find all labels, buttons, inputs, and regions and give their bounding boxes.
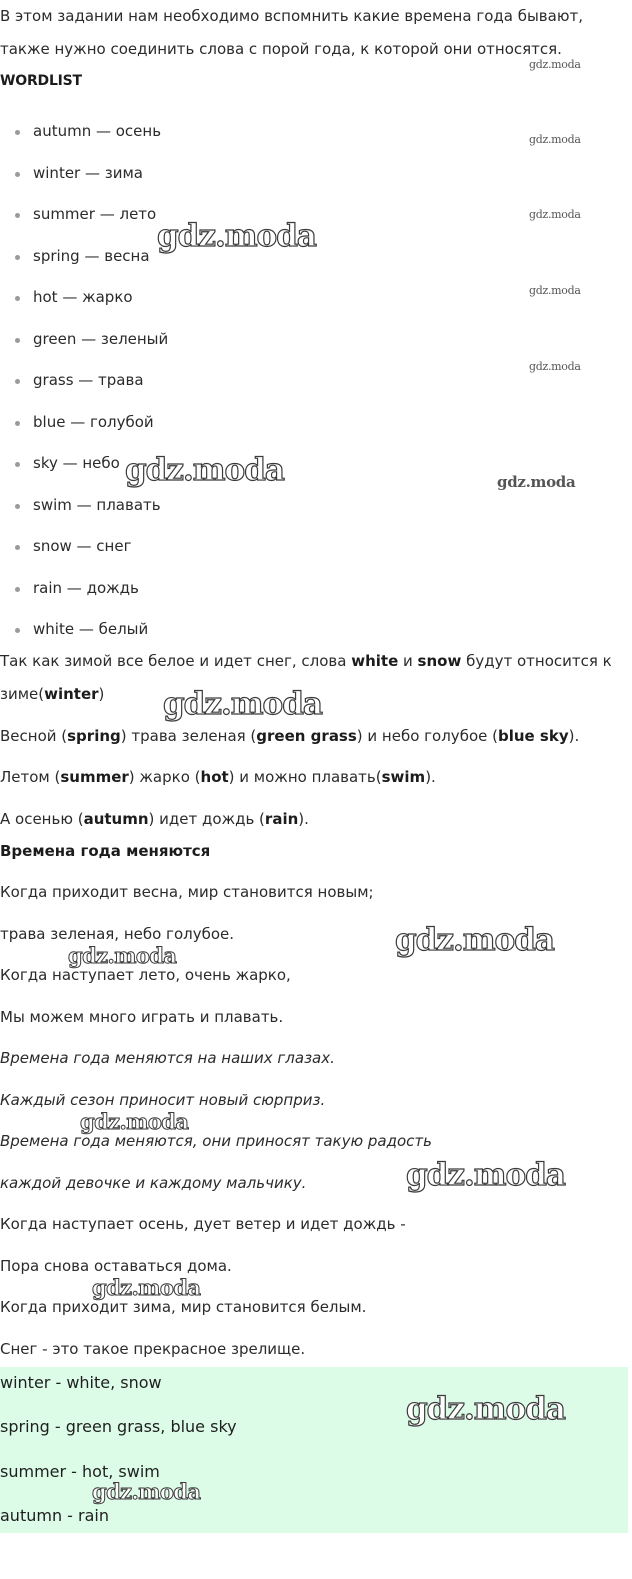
watermark: gdz.moda — [529, 360, 581, 373]
watermark: gdz.moda — [157, 218, 316, 254]
watermark: gdz.moda — [529, 133, 581, 146]
bullet-icon — [15, 504, 20, 509]
list-item: sky — небо — [33, 454, 120, 472]
watermark: gdz.moda — [125, 452, 284, 488]
bullet-icon — [15, 172, 20, 177]
bullet-icon — [15, 545, 20, 550]
poem-line: Когда наступает осень, дует ветер и идет дождь - — [0, 1215, 406, 1233]
list-item: rain — дождь — [33, 579, 139, 597]
bullet-icon — [15, 130, 20, 135]
watermark: gdz.moda — [406, 1391, 565, 1427]
explanation-winter-cont: зиме(winter) — [0, 685, 105, 703]
list-item: grass — трава — [33, 371, 144, 389]
poem-line: Когда приходит весна, мир становится новым; — [0, 883, 374, 901]
poem-line: Каждый сезон приносит новый сюрприз. — [0, 1091, 326, 1109]
poem-line: Снег - это такое прекрасное зрелище. — [0, 1340, 306, 1358]
poem-line: Времена года меняются, они приносят такую радость — [0, 1132, 432, 1150]
bullet-icon — [15, 462, 20, 467]
explanation-winter: Так как зимой все белое и идет снег, слова white и snow будут относится к — [0, 652, 612, 670]
list-item: blue — голубой — [33, 413, 154, 431]
explanation-autumn: А осенью (autumn) идет дождь (rain). — [0, 810, 309, 828]
intro-line-2: также нужно соединить слова с порой года, к которой они относятся. — [0, 40, 562, 58]
answer-line: winter - white, snow — [0, 1373, 162, 1392]
explanation-spring: Весной (spring) трава зеленая (green grass) и небо голубое (blue sky). — [0, 727, 580, 745]
watermark: gdz.moda — [163, 686, 322, 722]
watermark: gdz.moda — [529, 58, 581, 71]
list-item: swim — плавать — [33, 496, 161, 514]
poem-line: трава зеленая, небо голубое. — [0, 925, 235, 943]
watermark: gdz.moda — [395, 922, 554, 958]
list-item: spring — весна — [33, 247, 150, 265]
watermark: gdz.moda — [92, 1275, 201, 1300]
bullet-icon — [15, 338, 20, 343]
answer-line: spring - green grass, blue sky — [0, 1417, 237, 1436]
wordlist-title: WORDLIST — [0, 73, 82, 89]
poem-line: Пора снова оставаться дома. — [0, 1257, 232, 1275]
list-item: winter — зима — [33, 164, 143, 182]
bullet-icon — [15, 628, 20, 633]
poem-line: Когда наступает лето, очень жарко, — [0, 966, 291, 984]
watermark: gdz.moda — [80, 1109, 189, 1134]
bullet-icon — [15, 213, 20, 218]
list-item: white — белый — [33, 620, 149, 638]
list-item: green — зеленый — [33, 330, 169, 348]
list-item: snow — снег — [33, 537, 132, 555]
poem-line: Когда приходит зима, мир становится белым. — [0, 1298, 367, 1316]
answer-line: autumn - rain — [0, 1506, 109, 1525]
list-item: hot — жарко — [33, 288, 133, 306]
watermark: gdz.moda — [529, 208, 581, 221]
poem-line: Времена года меняются на наших глазах. — [0, 1049, 335, 1067]
bullet-icon — [15, 421, 20, 426]
explanation-summer: Летом (summer) жарко (hot) и можно плавать(swim). — [0, 768, 436, 786]
bullet-icon — [15, 255, 20, 260]
poem-title: Времена года меняются — [0, 842, 211, 860]
list-item: autumn — осень — [33, 122, 162, 140]
watermark: gdz.moda — [68, 943, 177, 968]
watermark: gdz.moda — [529, 284, 581, 297]
answer-line: summer - hot, swim — [0, 1462, 160, 1481]
bullet-icon — [15, 587, 20, 592]
poem-line: каждой девочке и каждому мальчику. — [0, 1174, 307, 1192]
watermark: gdz.moda — [92, 1479, 201, 1504]
bullet-icon — [15, 296, 20, 301]
list-item: summer — лето — [33, 205, 157, 223]
bullet-icon — [15, 379, 20, 384]
poem-line: Мы можем много играть и плавать. — [0, 1008, 284, 1026]
watermark: gdz.moda — [497, 473, 576, 491]
watermark: gdz.moda — [406, 1157, 565, 1193]
intro-line-1: В этом задании нам необходимо вспомнить какие времена года бывают, — [0, 7, 583, 25]
